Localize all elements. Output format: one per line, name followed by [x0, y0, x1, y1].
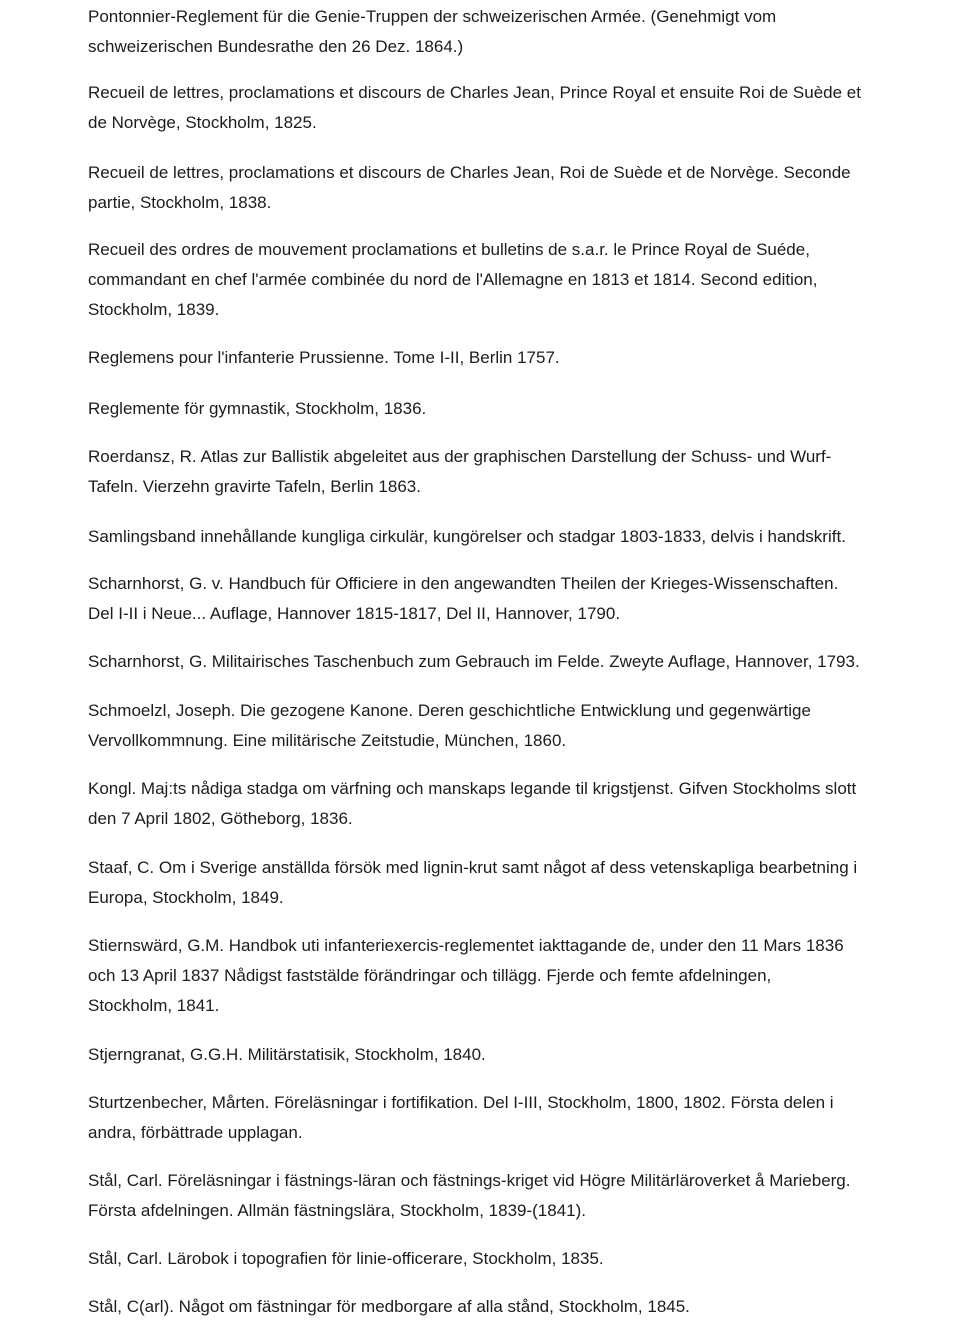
- entry-line: Stockholm, 1839.: [88, 300, 220, 319]
- bib-entry-reglemente: [88, 394, 956, 424]
- bib-entry-scharnhorst-taschenbuch: [88, 647, 956, 677]
- bib-entry-roerdansz: [88, 442, 956, 502]
- entry-line: Stål, Carl. Föreläsningar i fästnings-läran och fästnings-kriget vid Högre Militärläroverket å Marieberg.: [88, 1171, 851, 1190]
- bib-entry-reglemens: [88, 343, 956, 373]
- entry-line: Stiernswärd, G.M. Handbok uti infanteriexercis-reglementet iakttagande de, under den 11 Mars 1836: [88, 936, 844, 955]
- entry-line: Tafeln. Vierzehn gravirte Tafeln, Berlin 1863.: [88, 477, 421, 496]
- entry-line: och 13 April 1837 Nådigst faststälde förändringar och tillägg. Fjerde och femte afdelningen,: [88, 966, 772, 985]
- entry-line: Stjerngranat, G.G.H. Militärstatisik, Stockholm, 1840.: [88, 1045, 486, 1064]
- entry-line: Del I-II i Neue... Auflage, Hannover 1815-1817, Del II, Hannover, 1790.: [88, 604, 621, 623]
- entry-line: Recueil de lettres, proclamations et discours de Charles Jean, Roi de Suède et de Norvège. Seconde: [88, 163, 851, 182]
- bib-entry-stal-larobok: [88, 1244, 956, 1274]
- bib-entry-sturtzenbecher: [88, 1088, 956, 1148]
- entry-line: commandant en chef l'armée combinée du nord de l'Allemagne en 1813 et 1814. Second edition,: [88, 270, 818, 289]
- entry-line: Scharnhorst, G. Militairisches Taschenbuch zum Gebrauch im Felde. Zweyte Auflage, Hannover, 1793.: [88, 652, 860, 671]
- entry-line: de Norvège, Stockholm, 1825.: [88, 113, 317, 132]
- entry-line: Europa, Stockholm, 1849.: [88, 888, 284, 907]
- entry-line: Stål, Carl. Lärobok i topografien för linie-officerare, Stockholm, 1835.: [88, 1249, 604, 1268]
- entry-line: Roerdansz, R. Atlas zur Ballistik abgeleitet aus der graphischen Darstellung der Schuss- und Wurf-: [88, 447, 832, 466]
- entry-line: andra, förbättrade upplagan.: [88, 1123, 303, 1142]
- bib-entry-staaf: [88, 853, 956, 913]
- bib-entry-recueil-1825: [88, 78, 956, 138]
- entry-line: Stockholm, 1841.: [88, 996, 220, 1015]
- entry-line: partie, Stockholm, 1838.: [88, 193, 272, 212]
- entry-line: Pontonnier-Reglement für die Genie-Truppen der schweizerischen Armée. (Genehmigt vom: [88, 7, 777, 26]
- entry-line: Vervollkommnung. Eine militärische Zeitstudie, München, 1860.: [88, 731, 567, 750]
- entry-line: Kongl. Maj:ts nådiga stadga om värfning och manskaps legande til krigstjenst. Gifven Stockholms slott: [88, 779, 857, 798]
- entry-line: Sturtzenbecher, Mårten. Föreläsningar i fortifikation. Del I-III, Stockholm, 1800, 1802. Första delen i: [88, 1093, 834, 1112]
- entry-line: Stål, C(arl). Något om fästningar för medborgare af alla stånd, Stockholm, 1845.: [88, 1297, 690, 1316]
- bib-entry-recueil-1838: [88, 158, 956, 218]
- entry-line: Staaf, C. Om i Sverige anställda försök med lignin-krut samt något af dess vetenskapliga bearbetning i: [88, 858, 858, 877]
- entry-line: schweizerischen Bundesrathe den 26 Dez. 1864.): [88, 37, 464, 56]
- bib-entry-scharnhorst-handbuch: [88, 569, 956, 629]
- bib-entry-stiernsward: [88, 931, 956, 1021]
- bib-entry-samlingsband: [88, 522, 956, 552]
- bib-entry-stjerngranat: [88, 1040, 956, 1070]
- entry-line: Schmoelzl, Joseph. Die gezogene Kanone. Deren geschichtliche Entwicklung und gegenwärtige: [88, 701, 811, 720]
- bib-entry-pontonnier: [88, 2, 956, 62]
- entry-line: Reglemente för gymnastik, Stockholm, 1836.: [88, 399, 427, 418]
- entry-line: Recueil de lettres, proclamations et discours de Charles Jean, Prince Royal et ensuite Roi de Suède et: [88, 83, 861, 102]
- entry-line: Samlingsband innehållande kungliga cirkulär, kungörelser och stadgar 1803-1833, delvis i handskrift.: [88, 527, 846, 546]
- bib-entry-recueil-1839: [88, 235, 956, 325]
- entry-line: den 7 April 1802, Götheborg, 1836.: [88, 809, 353, 828]
- entry-line: Recueil des ordres de mouvement proclamations et bulletins de s.a.r. le Prince Royal de Suéde,: [88, 240, 810, 259]
- bib-entry-schmoelzl: [88, 696, 956, 756]
- entry-line: Scharnhorst, G. v. Handbuch für Officiere in den angewandten Theilen der Krieges-Wissenschaften.: [88, 574, 839, 593]
- bib-entry-stal-forelasningar: [88, 1166, 956, 1226]
- entry-line: Reglemens pour l'infanterie Prussienne. Tome I-II, Berlin 1757.: [88, 348, 560, 367]
- bib-entry-kongl-stadga: [88, 774, 956, 834]
- entry-line: Första afdelningen. Allmän fästningslära, Stockholm, 1839-(1841).: [88, 1201, 586, 1220]
- bib-entry-stal-fastningar: [88, 1292, 956, 1322]
